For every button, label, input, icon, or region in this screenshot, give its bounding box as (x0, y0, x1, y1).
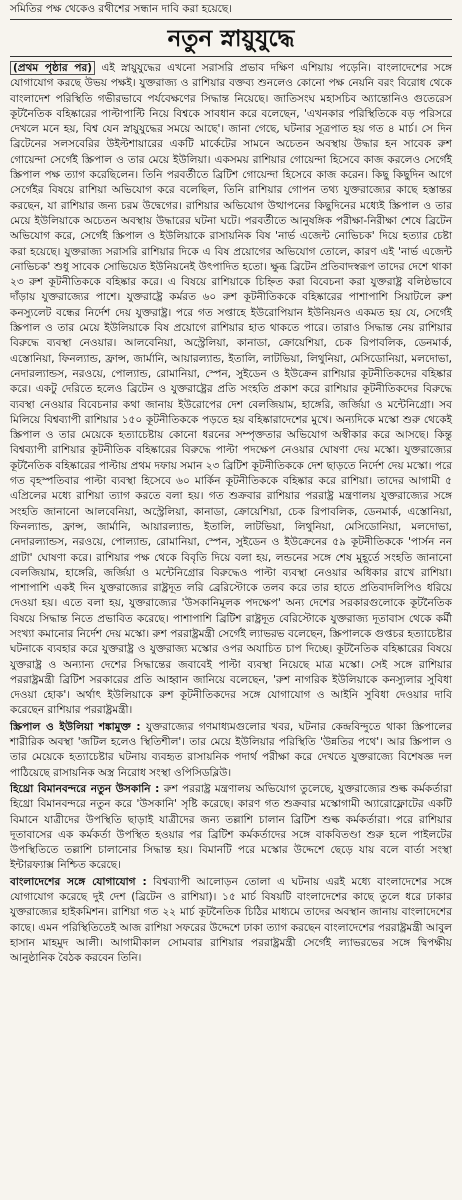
section-text-skripal: যুক্তরাজ্যের গণমাধ্যমগুলোর খবর, ঘটনার কেন্দ্রবিন্দুতে থাকা স্ক্রিপালের শারীরিক অবস্থা 'জটিল হলেও স্থিতিশীল'। তার মেয়ে ইউলিয়ার পরিস্থিতি 'উন্নতির পথে'। আর স্ক্রিপাল ও তার মেয়েকে হত্যাচেষ্টার ঘটনায় ব্যবহৃত রাসায়নিক পদার্থ পরীক্ষা করে দেখতে যুক্তরাজ্যে বিশেষজ্ঞ দল পাঠিয়েছে রাসায়নিক অস্ত্র নিরোধ সংস্থা ওপিসিডব্লিউ। (10, 720, 452, 779)
article-body-main (10, 61, 452, 719)
section-heathrow (10, 782, 452, 874)
main-body-text: এই স্নায়ুযুদ্ধের এখনো সরাসরি প্রভাব দক্ষিণ এশিয়ায় পড়েনি। বাংলাদেশের সঙ্গে যোগাযোগ করছে উভয় পক্ষই। যুক্তরাজ্য ও রাশিয়ার বক্তব্য শুনলেও কোনো পক্ষ নেয়নি বরং বিরোধ থেকে বাংলাদেশ পরিস্থিতি গভীরভাবে পর্যবেক্ষণের সিদ্ধান্ত নিয়েছে। জাতিসংঘ মহাসচিব অ্যান্তোনিও গুতেরেস কূটনৈতিক বহিষ্কারের পাল্টাপাল্টি নিয়ে বিশ্বকে সাবধান করে বলেছেন, 'এখনকার পরিস্থিতিকে বড় পরিসরে দেখলে মনে হয়, বিশ্ব যেন স্নায়ুযুদ্ধের সময়ে আছে'। জানা গেছে, ঘটনার সূত্রপাত হয় গত ৪ মার্চ। সে দিন ব্রিটেনের সলসবেরির উইল্টশায়ারের একটি মার্কেটের সামনে অচেতন অবস্থায় উদ্ধার হন সাবেক রুশ গোয়েন্দা সের্গেই স্ক্রিপাল ও তার মেয়ে ইউলিয়া। একসময় রাশিয়ার গোয়েন্দা হিসেবে কাজ করলেও সের্গেই স্ক্রিপাল পক্ষ ত্যাগ করেছিলেন। তিনি পরবর্তীতে ব্রিটিশ গোয়েন্দা হিসেবে কাজ করেন। কিছু কিছুদিন আগে সের্গেইর বিষয়ে রাশিয়া অভিযোগ করে বলেছিল, তিনি রাশিয়ার গোপন তথ্য যুক্তরাজ্যের কাছে হস্তান্তর করছেন, যা রাশিয়ার জন্য চরম উদ্বেগের। রাশিয়ার অভিযোগ উত্থাপনের কিছুদিনের মধ্যেই স্ক্রিপাল ও তার মেয়ে ইউলিয়াকে অচেতন অবস্থায় উদ্ধারের ঘটনা ঘটে। পরবর্তীতে আনুষঙ্গিক পরীক্ষা-নিরীক্ষা শেষে ব্রিটেন অভিযোগ করে, সের্গেই স্ক্রিপাল ও ইউলিয়াকে রাসায়নিক বিষ 'নার্ভ এজেন্ট নোভিচক' দিয়ে হত্যার চেষ্টা করা হয়েছে। যুক্তরাজ্য সরাসরি রাশিয়ার দিকে এ বিষ প্রয়োগের অভিযোগ তোলে, কারণ এই 'নার্ভ এজেন্ট নোভিচক' শুধু সাবেক সোভিয়েত ইউনিয়নেই উৎপাদিত হতো। ক্ষুব্ধ ব্রিটেন প্রতিবাদস্বরূপ তাদের দেশে থাকা ২৩ রুশ কূটনীতিককে বহিষ্কার করে। এ বিষয়ে রাশিয়াকে চিহ্নিত করা বিবেচনা করা যুক্তরাষ্ট্র বলিষ্ঠভাবে দাঁড়ায় যুক্তরাজ্যের পাশে। যুক্তরাষ্ট্রে কর্মরত ৬০ রুশ কূটনীতিককে বহিষ্কারের পাশাপাশি সিয়াটলে রুশ কনস্যুলেট বন্ধের নির্দেশ দেয় যুক্তরাষ্ট্র। পরে গত সপ্তাহে ইউরোপিয়ান ইউনিয়নও একমত হয় যে, সের্গেই স্ক্রিপাল ও তার মেয়ে ইউলিয়াকে বিষ প্রয়োগে রাশিয়ার হাত থাকতে পারে। তারাও সিদ্ধান্ত নেয় রাশিয়ার বিরুদ্ধে ব্যবস্থা নেওয়ার। আলবেনিয়া, অস্ট্রেলিয়া, কানাডা, ক্রোয়েশিয়া, চেক রিপাবলিক, ডেনমার্ক, এস্তোনিয়া, ফিনল্যান্ড, ফ্রান্স, জার্মানি, আয়ারল্যান্ড, ইতালি, লাটভিয়া, লিথুনিয়া, মেসিডোনিয়া, মলদোভা, নেদারল্যান্ডস, নরওয়ে, পোল্যান্ড, রোমানিয়া, স্পেন, সুইডেন ও ইউক্রেন রাশিয়ার কূটনীতিকদের বহিষ্কার করে। একটু দেরিতে হলেও ব্রিটেন ও যুক্তরাষ্ট্রের প্রতি সংহতি প্রকাশ করে রাশিয়ার কূটনীতিকদের বিরুদ্ধে ব্যবস্থা নেওয়ার বিবেচনার কথা জানায় ইউরোপের দেশ বেলজিয়াম, হাঙ্গেরি, জর্জিয়া ও মন্টেনিগ্রো। সব মিলিয়ে বিশ্বব্যাপী রাশিয়ার ১৫০ কূটনীতিককে পড়তে হয় বহিষ্কারাদেশের মুখে। অন্যদিকে মস্কো শুরু থেকেই স্ক্রিপাল ও তার মেয়েকে হত্যাচেষ্টায় কোনো ধরনের সম্পৃক্ততার অভিযোগ অস্বীকার করে আসছে। কিন্তু বিশ্বব্যাপী রাশিয়ার কূটনীতিক বহিষ্কারের বিরুদ্ধে পাল্টা পদক্ষেপ নেওয়ার ঘোষণা দেয় মস্কো। যুক্তরাজ্যের কূটনৈতিক বহিষ্কারের পাল্টায় প্রথম দফায় সমান ২৩ ব্রিটিশ কূটনীতিককে দেশ ছাড়তে নির্দেশ দেয় মস্কো। পরে গত বৃহস্পতিবার পাল্টা ব্যবস্থা হিসেবে ৬০ মার্কিন কূটনীতিককে বহিষ্কার করে রাশিয়া। তাদের আগামী ৫ এপ্রিলের মধ্যে রাশিয়া ত্যাগ করতে বলা হয়। গত শুক্রবার রাশিয়ার পররাষ্ট্র মন্ত্রণালয় যুক্তরাজ্যের সঙ্গে সংহতি জানানো আলবেনিয়া, অস্ট্রেলিয়া, কানাডা, ক্রোয়েশিয়া, চেক রিপাবলিক, ডেনমার্ক, এস্তোনিয়া, ফিনল্যান্ড, ফ্রান্স, জার্মানি, আয়ারল্যান্ড, ইতালি, লাটভিয়া, লিথুনিয়া, মেসিডোনিয়া, মলদোভা, নেদারল্যান্ডস, নরওয়ে, পোল্যান্ড, রোমানিয়া, স্পেন, সুইডেন ও ইউক্রেনের ৫৯ কূটনীতিককে 'পার্সন নন গ্রাটা' ঘোষণা করে। রাশিয়ার পক্ষ থেকে বিবৃতি দিয়ে বলা হয়, লন্ডনের সঙ্গে শেষ মুহূর্তে সংহতি জানানো বেলজিয়াম, হাঙ্গেরি, জর্জিয়া ও মন্টেনিগ্রোর বিরুদ্ধেও পাল্টা ব্যবস্থা নেওয়ার অধিকার রাখে রাশিয়া। পাশাপাশি একই দিন যুক্তরাজ্যের রাষ্ট্রদূত লরি ব্রেরিস্টোকে তলব করে তার হাতে প্রতিবাদলিপিও ধরিয়ে দেওয়া হয়। এতে বলা হয়, যুক্তরাজ্যের 'উসকানিমূলক পদক্ষেপ' অন্য দেশের সরকারগুলোকে কূটনৈতিক বিষয়ে সিদ্ধান্ত নিতে প্রভাবিত করেছে। পাশাপাশি ব্রিটিশ রাষ্ট্রদূত বেরিস্টোকে যুক্তরাজ্য দূতাবাস থেকে কর্মী সংখ্যা কমানোর নির্দেশ দেয় মস্কো। রুশ পররাষ্ট্রমন্ত্রী সের্গেই ল্যাভরভ বলেছেন, স্ক্রিপালকে গুপ্তচর হত্যাচেষ্টার ঘটনাকে ব্যবহার করে যুক্তরাষ্ট্র ও যুক্তরাজ্য মস্কোর ওপর অযাচিত চাপ দিচ্ছে। কূটনৈতিক বহিষ্কারের বিষয়ে যুক্তরাষ্ট্র ও অন্যান্য দেশের সিদ্ধান্তের জবাবেই পাল্টা ব্যবস্থা নিয়েছে মাত্র মস্কো। সেই সঙ্গে রাশিয়ার পররাষ্ট্রমন্ত্রী ব্রিটিশ সরকারের প্রতি আহ্বান জানিয়ে বলেছেন, 'রুশ নাগরিক ইউলিয়াকে কনস্যুলার সুবিধা দেওয়া হোক'। অর্থাৎ ইউলিয়াকে রুশ কূটনীতিকদের সঙ্গে যোগাযোগ ও আইনি সুবিধা দেওয়ার দাবি করেছেন রাশিয়ার পররাষ্ট্রমন্ত্রী। (10, 62, 452, 717)
article-headline: নতুন স্নায়ুযুদ্ধে (10, 25, 452, 57)
section-bangladesh-contact (10, 875, 452, 967)
previous-article-tail: সমিতির পক্ষ থেকেও রথীশের সন্ধান দাবি করা হয়েছে। (10, 2, 452, 20)
section-skripal-recovery (10, 720, 452, 781)
section-text-bangladesh: বিশ্বব্যাপী আলোড়ন তোলা এ ঘটনায় এরই মধ্যে বাংলাদেশের সঙ্গে যোগাযোগ করেছে দুই দেশ (ব্রিটেন ও রাশিয়া)। ১৫ মার্চ বিষয়টি বাংলাদেশের কাছে তুলে ধরে ঢাকার যুক্তরাজ্যের হাইকমিশন। রাশিয়া গত ২২ মার্চ কূটনৈতিক চিঠির মাধ্যমে তাদের অবস্থান জানায় বাংলাদেশের কাছে। এমন পরিস্থিতিতেই আজ রাশিয়া সফরের উদ্দেশে ঢাকা ত্যাগ করছেন বাংলাদেশের পররাষ্ট্রমন্ত্রী আবুল হাসান মাহমুদ আলী। আগামীকাল সোমবার রাশিয়ার পররাষ্ট্রমন্ত্রী সের্গেই ল্যাভরভের সঙ্গে দ্বিপক্ষীয় আনুষ্ঠানিক বৈঠক করবেন তিনি। (10, 875, 452, 965)
continuation-label: (প্রথম পৃষ্ঠার পর) (10, 61, 95, 75)
section-subhead-skripal: স্ক্রিপাল ও ইউলিয়া শঙ্কামুক্ত : (10, 720, 141, 733)
section-subhead-heathrow: হিথ্রো বিমানবন্দরে নতুন উসকানি : (10, 782, 160, 795)
section-text-heathrow: রুশ পররাষ্ট্র মন্ত্রণালয় অভিযোগ তুলেছে, যুক্তরাজ্যের শুল্ক কর্মকর্তারা হিথ্রো বিমানবন্দরে নতুন করে 'উসকানি' সৃষ্টি করেছে। কারণ গত শুক্রবার মস্কোগামী অ্যারোফ্লোটের একটি বিমানে যাত্রীদের উপস্থিতি ছাড়াই যাত্রীদের জন্য তল্লাশি চালান ব্রিটিশ শুল্ক কর্মকর্তারা। পরে রাশিয়ার দূতাবাসের এক কর্মকর্তা উপস্থিত হওয়ার পর ব্রিটিশ কর্মকর্তাদের সঙ্গে বাকবিতণ্ডা শুরু হলে পাইলটের উপস্থিতিতে তল্লাশি চালানোর সিদ্ধান্ত হয়। বিমানটি পরে মস্কোর উদ্দেশে ছেড়ে যায় বলে বার্তা সংস্থা ইন্টারফ্যাক্স নিশ্চিত করেছে। (10, 782, 452, 872)
section-subhead-bangladesh: বাংলাদেশের সঙ্গে যোগাযোগ : (10, 875, 147, 888)
